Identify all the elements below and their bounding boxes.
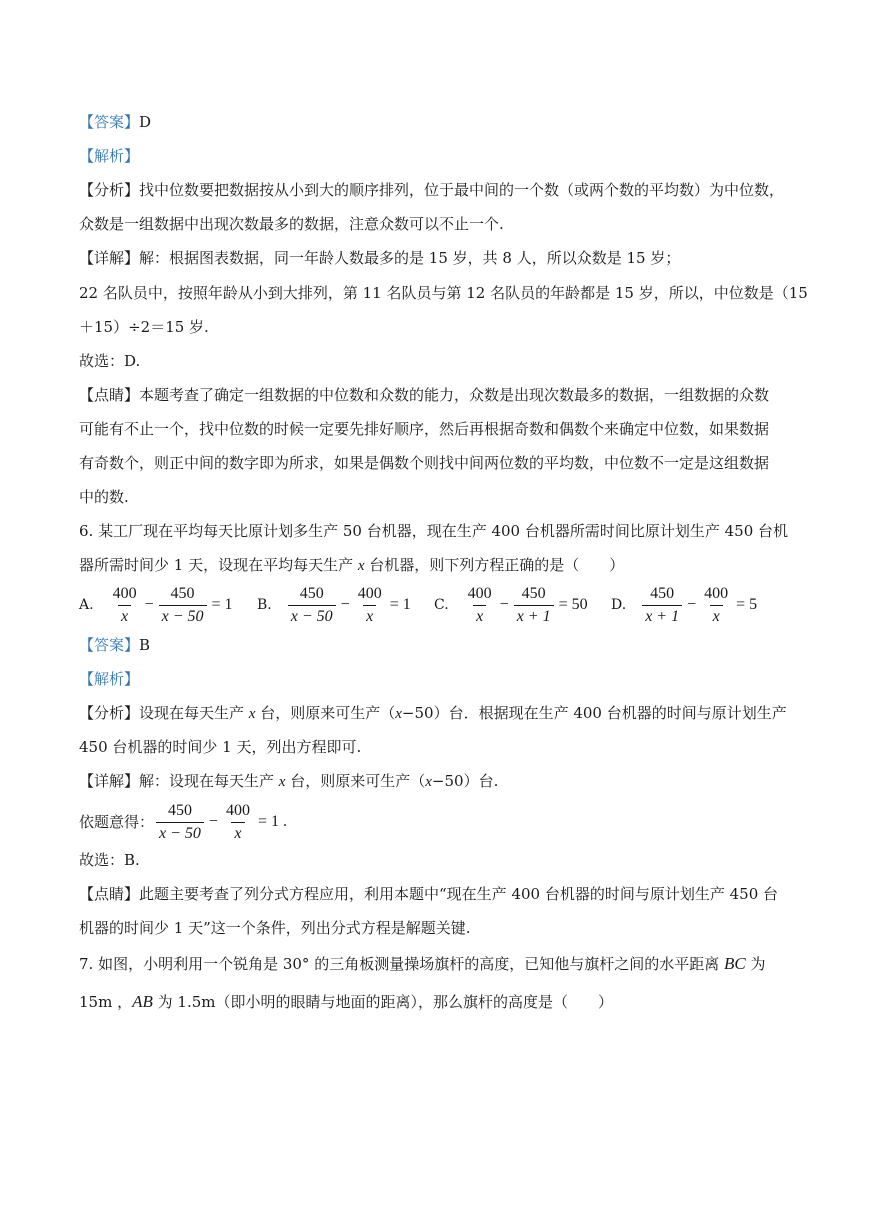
minus-sign: − — [208, 813, 218, 830]
q6-option-b-fraction-1 — [288, 585, 336, 626]
q6-eq-fraction-2 — [223, 802, 253, 843]
q6-fenxi-text-a: 设现在每天生产 — [139, 704, 249, 722]
fraction-numerator: 450 — [650, 584, 675, 602]
q5-xiangjie-line-2: 22 名队员中，按照年龄从小到大排列，第 11 名队员与第 12 名队员的年龄都是 15 岁，所以，中位数是（15 — [79, 284, 808, 302]
minus-sign: − — [499, 596, 509, 613]
q5-dianjing-line-2: 可能有不止一个，找中位数的时候一定要先排好顺序，然后再根据奇数和偶数个来确定中位数，如果数据 — [79, 420, 770, 438]
fraction-numerator: 450 — [521, 584, 546, 602]
fraction-numerator: 400 — [112, 584, 137, 602]
q5-dianjing-text-1: 本题考查了确定一组数据的中位数和众数的能力，众数是出现次数最多的数据，一组数据的众数 — [139, 386, 770, 404]
q6-answer-value: B — [139, 636, 151, 654]
q6-option-a-label: A. — [79, 597, 94, 613]
q5-dianjing-label: 【点睛】 — [79, 386, 140, 404]
fraction-denominator: x − 50 — [159, 605, 207, 626]
q6-fenxi-line-1 — [79, 703, 787, 724]
q7-stem-text-d: 为 1.5m（即小明的眼睛与地面的距离），那么旗杆的高度是（ ） — [152, 993, 613, 1011]
q6-fenxi-variable-2: x — [395, 706, 402, 722]
q6-answer-line — [79, 635, 150, 655]
q6-analysis-label: 【解析】 — [79, 670, 140, 688]
q6-option-b — [257, 582, 414, 628]
q6-xiangjie-text-c: −50）台. — [431, 772, 499, 790]
q5-fenxi-text-1: 找中位数要把数据按从小到大的顺序排列，位于最中间的一个数（或两个数的平均数）为中位数， — [139, 181, 785, 199]
q6-xiangjie-line-1 — [79, 771, 498, 792]
q5-xiangjie-text-1: 解：根据图表数据，同一年龄人数最多的是 15 岁，共 8 人，所以众数是 15 岁； — [139, 249, 681, 267]
fraction-numerator: 450 — [167, 801, 192, 819]
q5-choice: 故选：D. — [79, 352, 141, 370]
q6-dianjing-text-1: 此题主要考查了列分式方程应用，利用本题中“现在生产 400 台机器的时间与原计划生产 450 台 — [139, 885, 779, 903]
q6-option-d-fraction-1 — [642, 585, 682, 626]
q7-segment-ab: AB — [132, 992, 153, 1011]
q6-stem-variable: x — [357, 558, 365, 574]
q6-option-d-fraction-2 — [701, 585, 731, 626]
fraction-numerator: 400 — [704, 584, 729, 602]
equation-rhs: = 50 — [558, 596, 588, 613]
q5-answer-value: D — [139, 113, 152, 131]
minus-sign: − — [144, 596, 154, 613]
q6-stem-text-b: 台机器，则下列方程正确的是（ ） — [364, 556, 625, 574]
q7-stem-text-b: 为 — [745, 955, 766, 973]
fraction-numerator: 450 — [299, 584, 324, 602]
equation-rhs: = 1 — [211, 596, 233, 613]
q6-option-a-fraction-1 — [110, 585, 140, 626]
q5-dianjing-line-3: 有奇数个，则正中间的数字即为所求，如果是偶数个则找中间两位数的平均数，中位数不一定是这组数据 — [79, 454, 770, 472]
fraction-denominator: x — [710, 605, 723, 626]
q6-option-c — [434, 582, 591, 628]
fraction-denominator: x — [231, 822, 244, 843]
fraction-denominator: x — [473, 605, 486, 626]
q6-option-c-fraction-2 — [514, 585, 554, 626]
q6-xiangjie-variable-2: x — [425, 774, 432, 790]
q6-option-c-fraction-1 — [465, 585, 495, 626]
q6-xiangjie-text-a: 解：设现在每天生产 — [139, 772, 279, 790]
q6-yiti-label: 依题意得： — [79, 813, 155, 831]
q5-answer-line — [79, 112, 151, 132]
q6-option-a — [79, 582, 236, 628]
fraction-numerator: 400 — [467, 584, 492, 602]
q6-option-d — [611, 582, 760, 628]
fraction-denominator: x − 50 — [288, 605, 336, 626]
q7-segment-bc: BC — [723, 954, 746, 973]
q6-xiangjie-label: 【详解】 — [79, 772, 140, 790]
q6-equation-line — [79, 799, 290, 845]
equation-rhs: = 5 — [736, 596, 758, 613]
q6-dianjing-line-2: 机器的时间少 1 天”这一个条件，列出分式方程是解题关键. — [79, 919, 471, 937]
q6-fenxi-variable-1: x — [248, 706, 256, 722]
fraction-denominator: x + 1 — [514, 605, 554, 626]
q7-stem-line-1 — [79, 954, 766, 974]
minus-sign: − — [340, 596, 350, 613]
q5-dianjing-line-1 — [79, 385, 769, 405]
q5-dianjing-line-4: 中的数. — [79, 488, 129, 506]
q5-analysis-label: 【解析】 — [79, 147, 140, 165]
q6-option-d-label: D. — [611, 597, 627, 613]
q6-option-c-label: C. — [434, 597, 449, 613]
q6-dianjing-line-1 — [79, 884, 778, 904]
q5-xiangjie-line-1 — [79, 248, 680, 268]
q6-fenxi-label: 【分析】 — [79, 704, 140, 722]
q5-answer-label: 【答案】 — [79, 113, 140, 131]
q6-equation — [154, 802, 290, 843]
q6-eq-fraction-1 — [156, 802, 204, 843]
q6-stem-text-a: 器所需时间少 1 天，设现在平均每天生产 — [79, 556, 358, 574]
fraction-denominator: x — [118, 605, 131, 626]
q5-xiangjie-line-3: ＋15）÷2＝15 岁. — [79, 318, 209, 336]
q6-dianjing-label: 【点睛】 — [79, 885, 140, 903]
q6-xiangjie-text-b: 台，则原来可生产（ — [285, 772, 426, 790]
fraction-denominator: x — [363, 605, 376, 626]
q6-fenxi-text-c: −50）台．根据现在生产 400 台机器的时间与原计划生产 — [401, 704, 787, 722]
equation-rhs: = 1 . — [257, 813, 287, 830]
q7-stem-line-2 — [79, 992, 613, 1012]
q6-option-b-fraction-2 — [355, 585, 385, 626]
q6-answer-label: 【答案】 — [79, 636, 140, 654]
q5-fenxi-line-1 — [79, 180, 784, 200]
q6-stem-line-1: 6. 某工厂现在平均每天比原计划多生产 50 台机器，现在生产 400 台机器所需时间比原计划生产 450 台机 — [79, 522, 789, 540]
equation-rhs: = 1 — [389, 596, 411, 613]
q6-choice: 故选：B. — [79, 851, 140, 869]
fraction-denominator: x − 50 — [156, 822, 204, 843]
q7-stem-text-a: 7. 如图，小明利用一个锐角是 30° 的三角板测量操场旗杆的高度，已知他与旗杆之间的水平距离 — [79, 955, 724, 973]
q6-stem-line-2 — [79, 555, 624, 576]
q7-stem-text-c: 15m ， — [79, 993, 133, 1011]
q5-xiangjie-label: 【详解】 — [79, 249, 140, 267]
q6-option-b-label: B. — [257, 597, 272, 613]
fraction-numerator: 400 — [225, 801, 250, 819]
fraction-denominator: x + 1 — [642, 605, 682, 626]
fraction-numerator: 400 — [357, 584, 382, 602]
q6-fenxi-text-b: 台，则原来可生产（ — [255, 704, 396, 722]
q5-fenxi-label: 【分析】 — [79, 181, 140, 199]
q6-xiangjie-variable-1: x — [278, 774, 286, 790]
q5-fenxi-line-2: 众数是一组数据中出现次数最多的数据，注意众数可以不止一个. — [79, 215, 504, 233]
q6-option-a-fraction-2 — [159, 585, 207, 626]
minus-sign: − — [687, 596, 697, 613]
fraction-numerator: 450 — [170, 584, 195, 602]
q6-fenxi-line-2: 450 台机器的时间少 1 天，列出方程即可. — [79, 738, 362, 756]
